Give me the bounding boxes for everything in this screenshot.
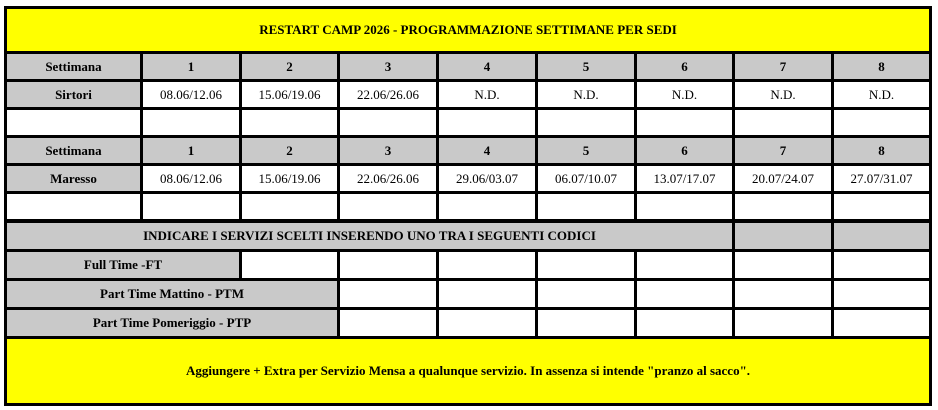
maresso-selection-cell[interactable] bbox=[242, 194, 337, 219]
sirtori-week-number: 1 bbox=[143, 54, 239, 79]
maresso-week-number: 7 bbox=[735, 138, 831, 163]
service-full-time-cell[interactable] bbox=[735, 252, 831, 278]
maresso-week-dates: 29.06/03.07 bbox=[439, 166, 535, 191]
maresso-site-name: Maresso bbox=[7, 166, 140, 191]
service-full-time-cell[interactable] bbox=[637, 252, 732, 278]
maresso-week-dates: 27.07/31.07 bbox=[834, 166, 929, 191]
sirtori-week-dates: N.D. bbox=[834, 82, 929, 107]
sirtori-selection-cell[interactable] bbox=[637, 110, 732, 135]
maresso-selection-cell[interactable] bbox=[834, 194, 929, 219]
sirtori-week-dates: N.D. bbox=[637, 82, 732, 107]
service-part-time-afternoon-cell[interactable] bbox=[735, 310, 831, 336]
sirtori-week-dates: 22.06/26.06 bbox=[340, 82, 436, 107]
maresso-week-number: 8 bbox=[834, 138, 929, 163]
sirtori-site-name: Sirtori bbox=[7, 82, 140, 107]
schedule-sheet bbox=[4, 6, 932, 406]
service-part-time-afternoon-cell[interactable] bbox=[637, 310, 732, 336]
maresso-week-dates: 08.06/12.06 bbox=[143, 166, 239, 191]
services-header-spacer bbox=[735, 223, 831, 249]
maresso-week-label: Settimana bbox=[7, 138, 140, 163]
sirtori-selection-cell[interactable] bbox=[834, 110, 929, 135]
sirtori-selection-cell[interactable] bbox=[538, 110, 634, 135]
sirtori-selection-cell[interactable] bbox=[735, 110, 831, 135]
service-full-time-label: Full Time -FT bbox=[7, 252, 239, 278]
service-part-time-morning-cell[interactable] bbox=[538, 281, 634, 307]
sirtori-week-number: 3 bbox=[340, 54, 436, 79]
maresso-week-dates: 06.07/10.07 bbox=[538, 166, 634, 191]
service-part-time-afternoon-cell[interactable] bbox=[834, 310, 929, 336]
sirtori-week-number: 5 bbox=[538, 54, 634, 79]
maresso-week-number: 1 bbox=[143, 138, 239, 163]
service-part-time-morning-cell[interactable] bbox=[834, 281, 929, 307]
sirtori-selection-cell[interactable] bbox=[7, 110, 140, 135]
maresso-week-number: 6 bbox=[637, 138, 732, 163]
maresso-selection-cell[interactable] bbox=[439, 194, 535, 219]
service-part-time-morning-cell[interactable] bbox=[340, 281, 436, 307]
sheet-title: RESTART CAMP 2026 - PROGRAMMAZIONE SETTIMANE PER SEDI bbox=[7, 9, 929, 51]
services-header-spacer bbox=[834, 223, 929, 249]
service-part-time-afternoon-label: Part Time Pomeriggio - PTP bbox=[7, 310, 337, 336]
maresso-week-dates: 20.07/24.07 bbox=[735, 166, 831, 191]
footer-note: Aggiungere + Extra per Servizio Mensa a qualunque servizio. In assenza si intende "pranzo al sacco". bbox=[7, 339, 929, 403]
sirtori-selection-cell[interactable] bbox=[242, 110, 337, 135]
sirtori-week-number: 6 bbox=[637, 54, 732, 79]
sirtori-week-dates: 08.06/12.06 bbox=[143, 82, 239, 107]
service-part-time-afternoon-cell[interactable] bbox=[538, 310, 634, 336]
service-full-time-cell[interactable] bbox=[538, 252, 634, 278]
sirtori-week-dates: N.D. bbox=[735, 82, 831, 107]
maresso-week-number: 4 bbox=[439, 138, 535, 163]
sirtori-week-dates: N.D. bbox=[538, 82, 634, 107]
service-part-time-afternoon-cell[interactable] bbox=[439, 310, 535, 336]
service-part-time-afternoon-cell[interactable] bbox=[340, 310, 436, 336]
service-full-time-cell[interactable] bbox=[439, 252, 535, 278]
service-part-time-morning-label: Part Time Mattino - PTM bbox=[7, 281, 337, 307]
sirtori-week-label: Settimana bbox=[7, 54, 140, 79]
service-full-time-cell[interactable] bbox=[340, 252, 436, 278]
service-part-time-morning-cell[interactable] bbox=[637, 281, 732, 307]
maresso-selection-cell[interactable] bbox=[637, 194, 732, 219]
maresso-week-dates: 13.07/17.07 bbox=[637, 166, 732, 191]
sirtori-selection-cell[interactable] bbox=[439, 110, 535, 135]
services-header: INDICARE I SERVIZI SCELTI INSERENDO UNO TRA I SEGUENTI CODICI bbox=[7, 223, 732, 249]
service-part-time-morning-cell[interactable] bbox=[735, 281, 831, 307]
sirtori-selection-cell[interactable] bbox=[143, 110, 239, 135]
sirtori-week-dates: 15.06/19.06 bbox=[242, 82, 337, 107]
service-full-time-cell[interactable] bbox=[242, 252, 337, 278]
maresso-week-number: 3 bbox=[340, 138, 436, 163]
sirtori-week-dates: N.D. bbox=[439, 82, 535, 107]
maresso-selection-cell[interactable] bbox=[143, 194, 239, 219]
service-part-time-morning-cell[interactable] bbox=[439, 281, 535, 307]
maresso-selection-cell[interactable] bbox=[735, 194, 831, 219]
maresso-week-number: 2 bbox=[242, 138, 337, 163]
sirtori-week-number: 4 bbox=[439, 54, 535, 79]
sirtori-selection-cell[interactable] bbox=[340, 110, 436, 135]
maresso-selection-cell[interactable] bbox=[340, 194, 436, 219]
maresso-week-dates: 15.06/19.06 bbox=[242, 166, 337, 191]
sirtori-week-number: 2 bbox=[242, 54, 337, 79]
maresso-selection-cell[interactable] bbox=[7, 194, 140, 219]
service-full-time-cell[interactable] bbox=[834, 252, 929, 278]
maresso-week-dates: 22.06/26.06 bbox=[340, 166, 436, 191]
maresso-selection-cell[interactable] bbox=[538, 194, 634, 219]
sirtori-week-number: 7 bbox=[735, 54, 831, 79]
sirtori-week-number: 8 bbox=[834, 54, 929, 79]
maresso-week-number: 5 bbox=[538, 138, 634, 163]
